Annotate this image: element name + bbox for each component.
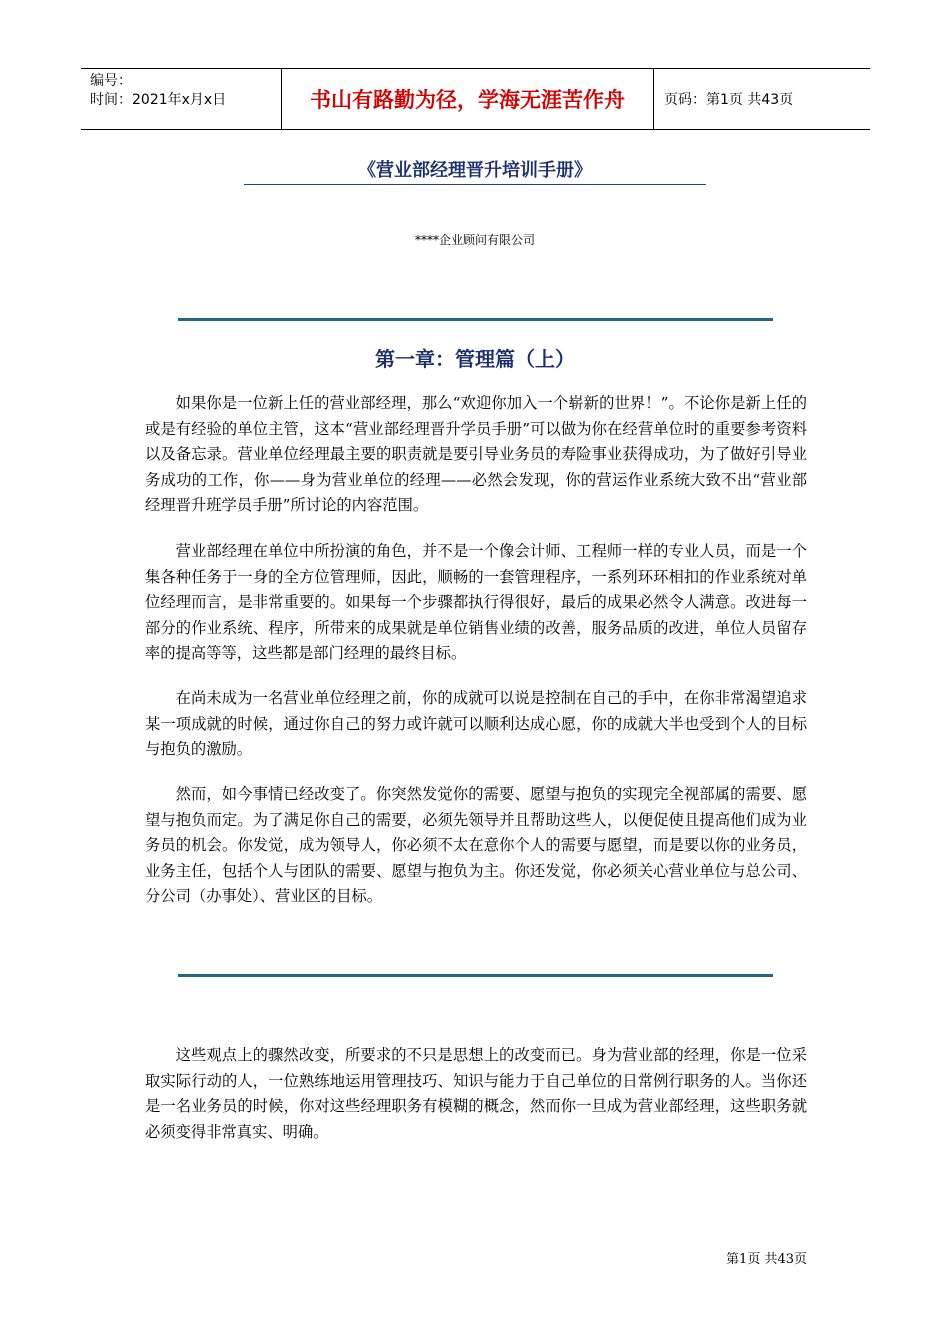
paragraph-4: 然而，如今事情已经改变了。你突然发觉你的需要、愿望与抱负的实现完全视部属的需要、愿望与抱负而定。为了满足你自己的需要，必须先领导并且帮助这些人，以便促使且提高他们成为业务员的机会。你发觉，成为领导人，你必须不太在意你个人的需要与愿望，而是要以你的业务员，业务主任，包括个人与团队的需要、愿望与抱负为主。你还发觉，你必须关心营业单位与总公司、分公司（办事处）、营业区的目标。 xyxy=(145,785,807,905)
chapter-title: 第一章：管理篇（上） xyxy=(375,347,575,371)
time-label: 时间：2021年x月x日 xyxy=(90,92,227,108)
section-divider-top xyxy=(178,318,773,321)
company-name: ****企业顾问有限公司 xyxy=(414,233,535,247)
header-table xyxy=(81,68,870,130)
paragraph-3: 在尚未成为一名营业单位经理之前，你的成就可以说是控制在自己的手中，在你非常渴望追求某一项成就的时候，通过你自己的努力或许就可以顺利达成心愿，你的成就大半也受到个人的目标与抱负的激励。 xyxy=(145,689,807,758)
section-divider-bottom xyxy=(178,974,773,977)
motto: 书山有路勤为径，学海无涯苦作舟 xyxy=(281,69,654,129)
paragraph-1: 如果你是一位新上任的营业部经理，那么“欢迎你加入一个崭新的世界！”。不论你是新上任的或是有经验的单位主管，这本“营业部经理晋升学员手册”可以做为你在经营单位时的重要参考资料以及备忘录。营业单位经理最主要的职责就是要引导业务员的寿险事业获得成功，为了做好引导业务成功的工作，你——身为营业单位的经理——必然会发现，你的营运作业系统大致不出“营业部经理晋升班学员手册”所讨论的内容范围。 xyxy=(145,394,807,514)
paragraph-5: 这些观点上的骤然改变，所要求的不只是思想上的改变而已。身为营业部的经理，你是一位采取实际行动的人，一位熟练地运用管理技巧、知识与能力于自己单位的日常例行职务的人。当你还是一名业务员的时候，你对这些经理职务有模糊的概念，然而你一旦成为营业部经理，这些职务就必须变得非常真实、明确。 xyxy=(145,1046,807,1141)
document-title: 《营业部经理晋升培训手册》 xyxy=(244,156,706,185)
header-left-cell xyxy=(81,69,281,129)
page-info: 页码：第1页 共43页 xyxy=(664,92,794,108)
paragraph-2: 营业部经理在单位中所扮演的角色，并不是一个像会计师、工程师一样的专业人员，而是一个集各种任务于一身的全方位管理师，因此，顺畅的一套管理程序，一系列环环相扣的作业系统对单位经理而言，是非常重要的。如果每一个步骤都执行得很好，最后的成果必然令人满意。改进每一部分的作业系统、程序，所带来的成果就是单位销售业绩的改善，服务品质的改进，单位人员留存率的提高等等，这些都是部门经理的最终目标。 xyxy=(145,542,807,662)
number-label: 编号： xyxy=(90,73,132,89)
footer-page-number: 第1页 共43页 xyxy=(726,1252,807,1267)
